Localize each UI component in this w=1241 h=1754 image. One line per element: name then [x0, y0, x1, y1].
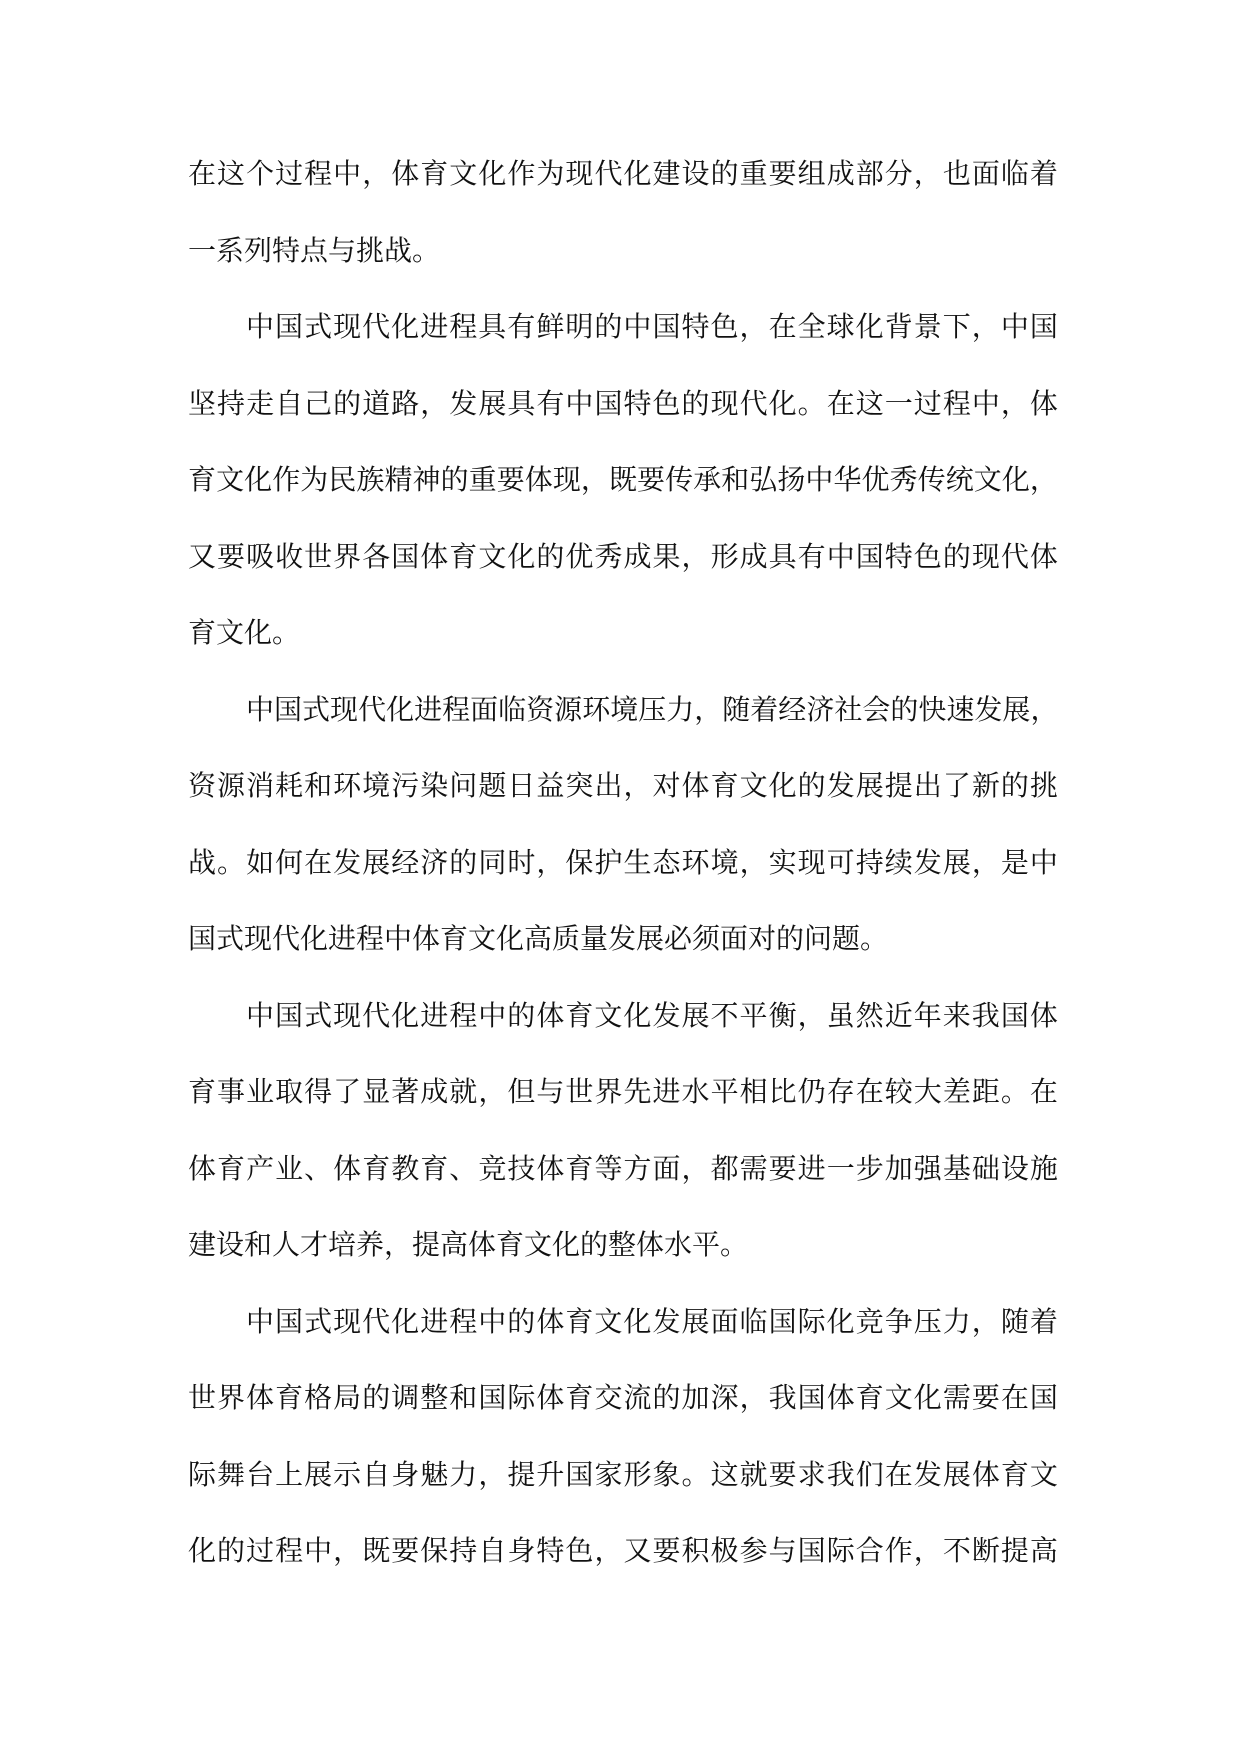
text-line: 育 文 化 作 为 民 族 精 神 的 重 要 体 现 ， 既 要 传 承 和 弘 扬 中 华 优 秀 传 统 文 化 ，: [188, 463, 1058, 496]
text-line: 中 国 式 现 代 化 进 程 中 的 体 育 文 化 发 展 面 临 国 际 化 竞 争 压 力 ， 随 着: [246, 1304, 1058, 1338]
text-line: 一系列特点与挑战。: [188, 233, 441, 267]
text-line: 中 国 式 现 代 化 进 程 具 有 鲜 明 的 中 国 特 色 ， 在 全 球 化 背 景 下 ， 中 国: [246, 310, 1058, 343]
text-line: 体 育 产 业 、 体 育 教 育 、 竞 技 体 育 等 方 面 ， 都 需 要 进 一 步 加 强 基 础 设 施: [188, 1151, 1058, 1185]
text-line: 世 界 体 育 格 局 的 调 整 和 国 际 体 育 交 流 的 加 深 ， 我 国 体 育 文 化 需 要 在 国: [188, 1381, 1058, 1414]
document-body: [188, 140, 1058, 1594]
text-line: 中 国 式 现 代 化 进 程 面 临 资 源 环 境 压 力 ， 随 着 经 济 社 会 的 快 速 发 展 ，: [246, 692, 1058, 726]
text-line: 际 舞 台 上 展 示 自 身 魅 力 ， 提 升 国 家 形 象 。 这 就 要 求 我 们 在 发 展 体 育 文: [188, 1457, 1058, 1491]
text-line: 育 事 业 取 得 了 显 著 成 就 ， 但 与 世 界 先 进 水 平 相 比 仍 存 在 较 大 差 距 。 在: [188, 1075, 1058, 1108]
text-line: 在 这 个 过 程 中 ， 体 育 文 化 作 为 现 代 化 建 设 的 重 要 组 成 部 分 ， 也 面 临 着: [188, 157, 1058, 190]
text-line: 又 要 吸 收 世 界 各 国 体 育 文 化 的 优 秀 成 果 ， 形 成 具 有 中 国 特 色 的 现 代 体: [188, 539, 1058, 573]
text-line: 育文化。: [188, 616, 301, 649]
text-line: 战 。 如 何 在 发 展 经 济 的 同 时 ， 保 护 生 态 环 境 ， 实 现 可 持 续 发 展 ， 是 中: [188, 845, 1058, 879]
text-line: 坚 持 走 自 己 的 道 路 ， 发 展 具 有 中 国 特 色 的 现 代 化 。 在 这 一 过 程 中 ， 体: [188, 386, 1058, 420]
text-line: 中 国 式 现 代 化 进 程 中 的 体 育 文 化 发 展 不 平 衡 ， 虽 然 近 年 来 我 国 体: [246, 998, 1058, 1032]
text-line: 建设和人才培养，提高体育文化的整体水平。: [188, 1228, 749, 1261]
text-line: 化 的 过 程 中 ， 既 要 保 持 自 身 特 色 ， 又 要 积 极 参 与 国 际 合 作 ， 不 断 提 高: [188, 1534, 1058, 1567]
text-line: 国式现代化进程中体育文化高质量发展必须面对的问题。: [188, 922, 889, 955]
text-line: 资 源 消 耗 和 环 境 污 染 问 题 日 益 突 出 ， 对 体 育 文 化 的 发 展 提 出 了 新 的 挑: [188, 769, 1058, 802]
